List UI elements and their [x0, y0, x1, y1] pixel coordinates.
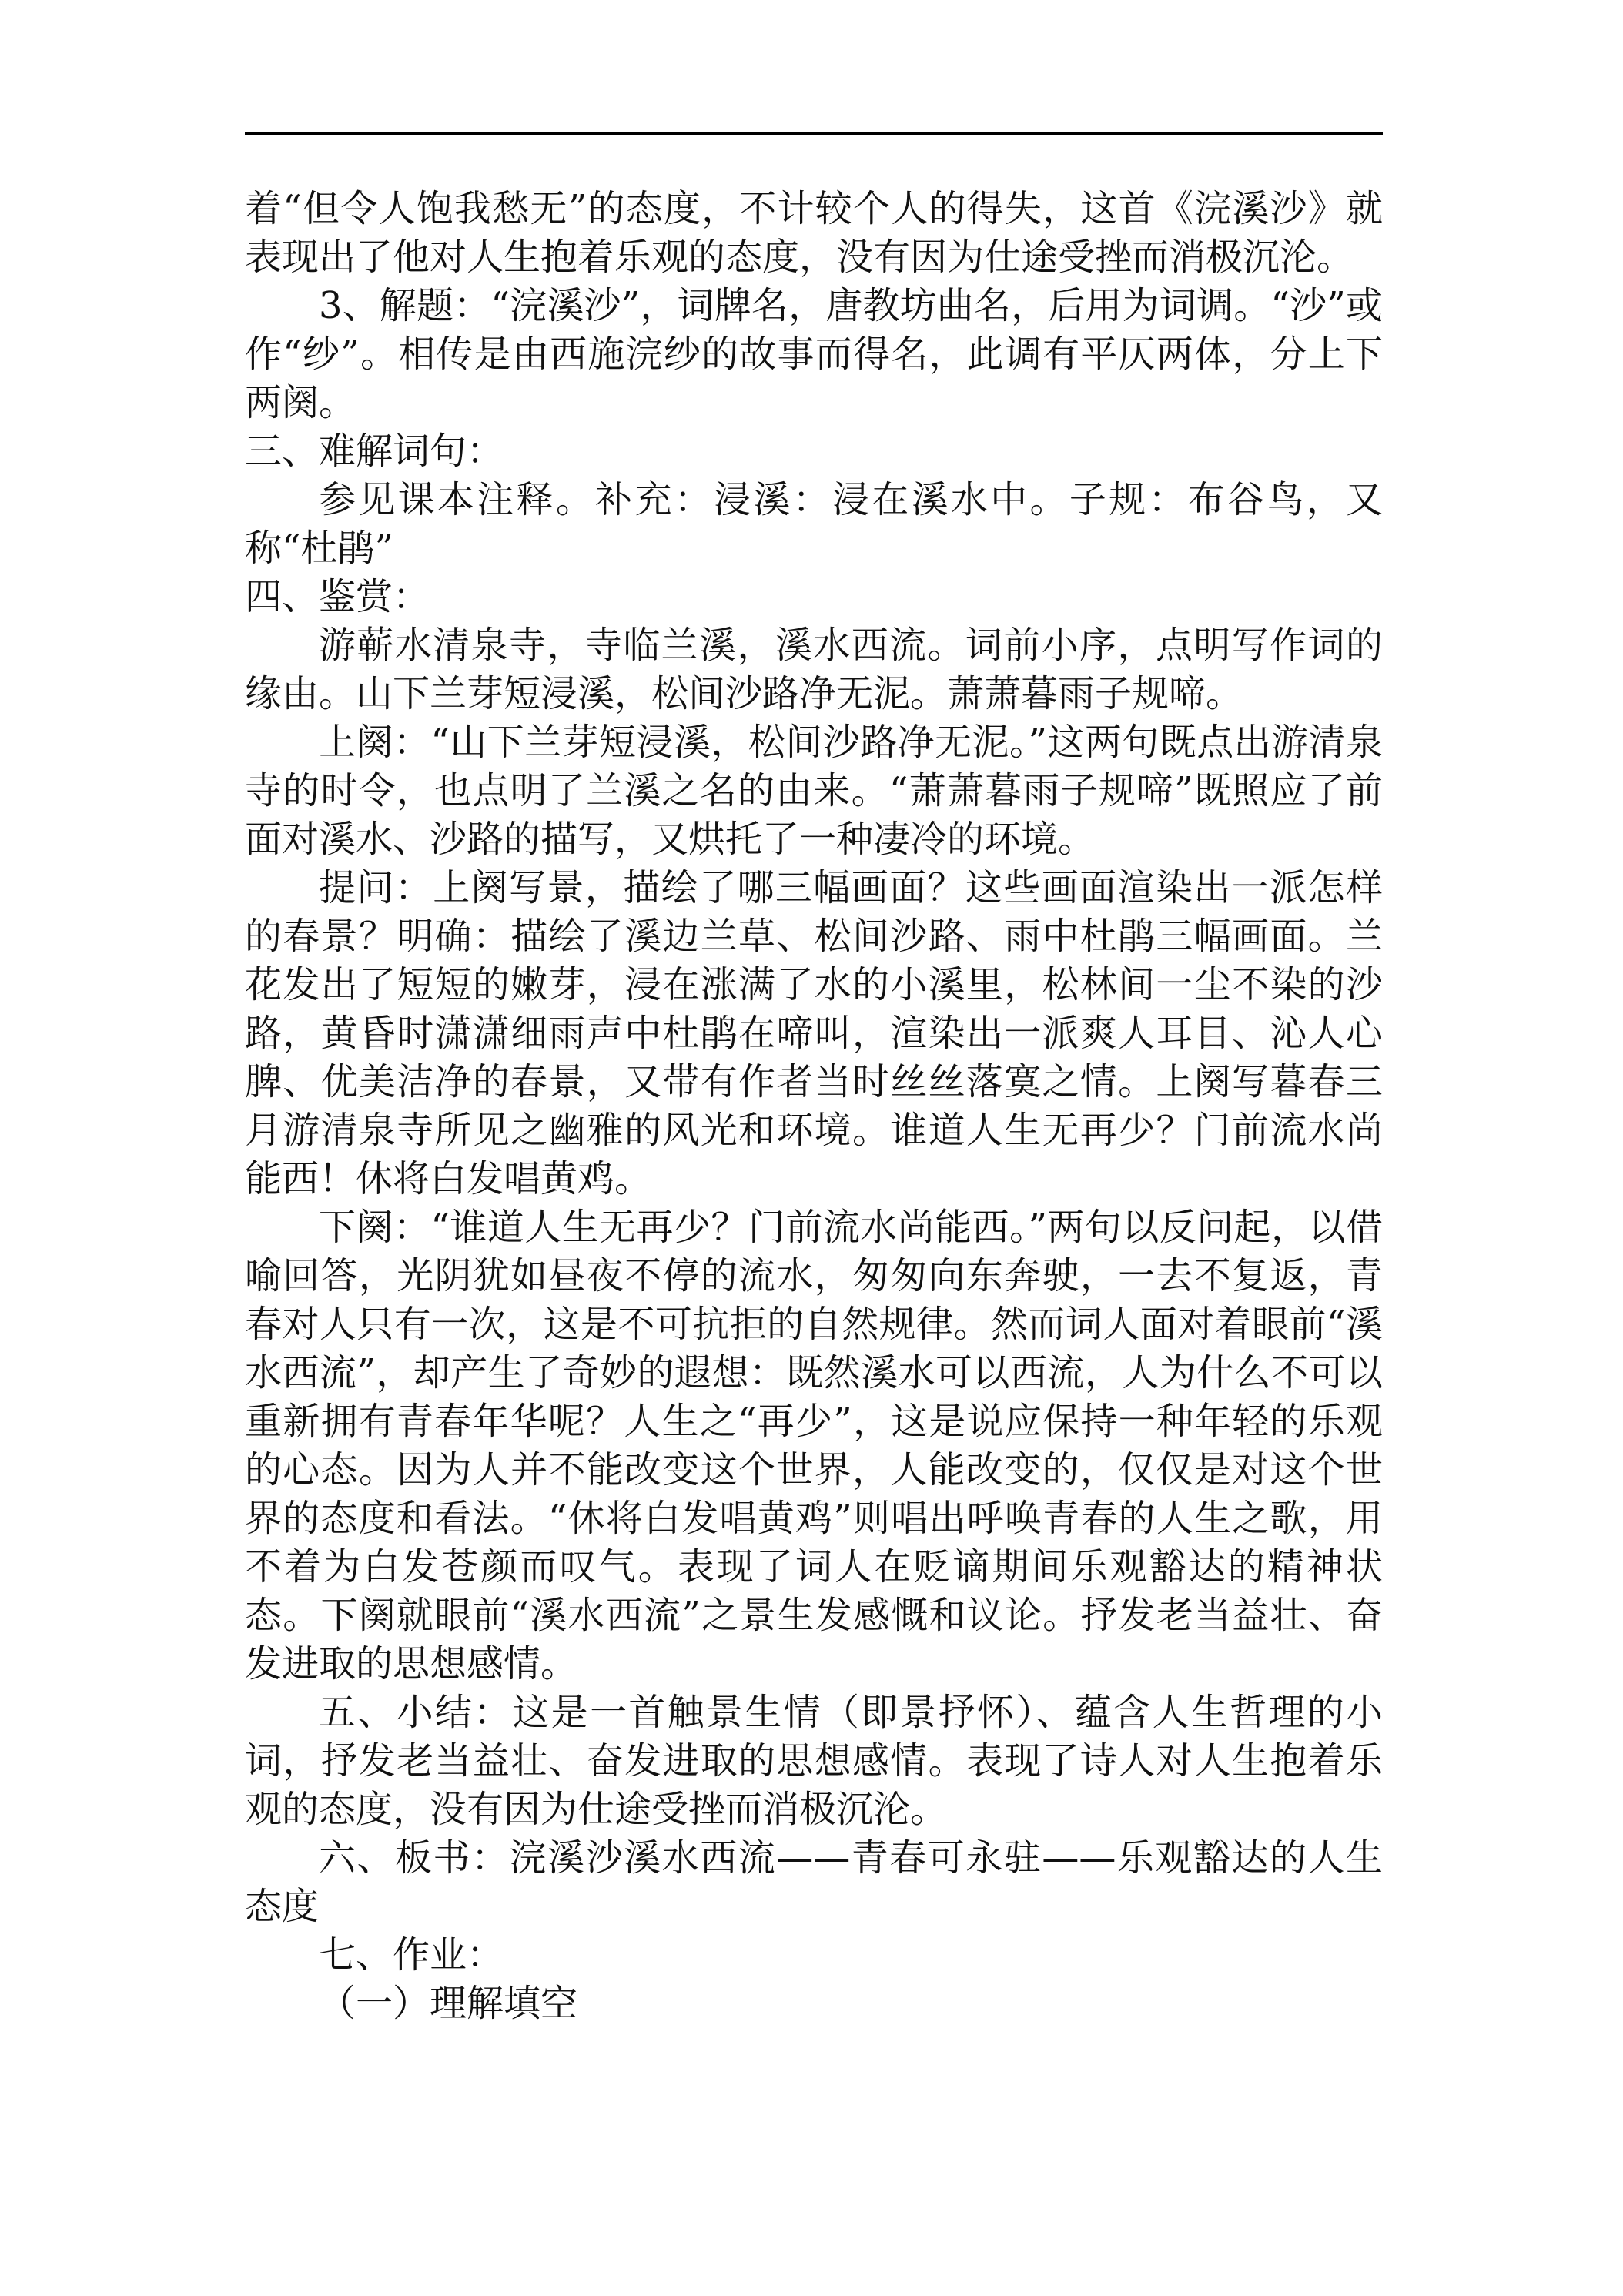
paragraph-homework: 七、作业：: [319, 1933, 504, 1976]
header-rule: [245, 132, 1383, 135]
paragraph-continuation: 着“但令人饱我愁无”的态度，不计较个人的得失，这首《浣溪沙》就表现出了他对人生抱着乐观的态度，没有因为仕途受挫而消极沉沦。: [245, 187, 1383, 279]
paragraph-title-explanation: 3、解题：“浣溪沙”，词牌名，唐教坊曲名，后用为词调。“沙”或作“纱”。相传是由西施浣纱的故事而得名，此调有平仄两体，分上下两阕。: [245, 284, 1383, 424]
paragraph-upper-stanza: 上阕：“山下兰芽短浸溪，松间沙路净无泥。”这两句既点出游清泉寺的时令，也点明了兰溪之名的由来。“萧萧暮雨子规啼”既照应了前面对溪水、沙路的描写，又烘托了一种凄冷的环境。: [245, 721, 1383, 861]
section-heading-appreciation: 四、鉴赏：: [245, 575, 430, 618]
paragraph-question: 提问：上阕写景，描绘了哪三幅画面？这些画面渲染出一派怎样的春景？明确：描绘了溪边兰草、松间沙路、雨中杜鹃三幅画面。兰花发出了短短的嫩芽，浸在涨满了水的小溪里，松林间一尘不染的沙路，黄昏时潇潇细雨声中杜鹃在啼叫，渲染出一派爽人耳目、沁人心脾、优美洁净的春景，又带有作者当时丝丝落寞之情。上阕写暮春三月游清泉寺所见之幽雅的风光和环境。谁道人生无再少？门前流水尚能西！休将白发唱黄鸡。: [245, 866, 1383, 1200]
document-body: [245, 185, 1383, 2028]
paragraph-summary: 五、小结：这是一首触景生情（即景抒怀）、蕴含人生哲理的小词，抒发老当益壮、奋发进取的思想感情。表现了诗人对人生抱着乐观的态度，没有因为仕途受挫而消极沉沦。: [245, 1691, 1383, 1831]
section-heading-difficult-words: 三、难解词句：: [245, 430, 504, 473]
paragraph-fill-in-blanks: （一）理解填空: [319, 1982, 578, 2025]
paragraph-poem-preface: 游蕲水清泉寺，寺临兰溪，溪水西流。词前小序，点明写作词的缘由。山下兰芽短浸溪，松间沙路净无泥。萧萧暮雨子规啼。: [245, 624, 1383, 715]
paragraph-lower-stanza: 下阕：“谁道人生无再少？门前流水尚能西。”两句以反问起，以借喻回答，光阴犹如昼夜不停的流水，匆匆向东奔驶，一去不复返，青春对人只有一次，这是不可抗拒的自然规律。然而词人面对着眼前“溪水西流”，却产生了奇妙的遐想：既然溪水可以西流，人为什么不可以重新拥有青春年华呢？人生之“再少”，这是说应保持一种年轻的乐观的心态。因为人并不能改变这个世界，人能改变的，仅仅是对这个世界的态度和看法。“休将白发唱黄鸡”则唱出呼唤青春的人生之歌，用不着为白发苍颜而叹气。表现了词人在贬谪期间乐观豁达的精神状态。下阕就眼前“溪水西流”之景生发感慨和议论。抒发老当益壮、奋发进取的思想感情。: [245, 1206, 1383, 1685]
paragraph-word-notes: 参见课本注释。补充：浸溪：浸在溪水中。子规：布谷鸟，又称“杜鹃”: [245, 478, 1383, 570]
paragraph-blackboard: 六、板书：浣溪沙溪水西流——青春可永驻——乐观豁达的人生态度: [245, 1836, 1383, 1928]
